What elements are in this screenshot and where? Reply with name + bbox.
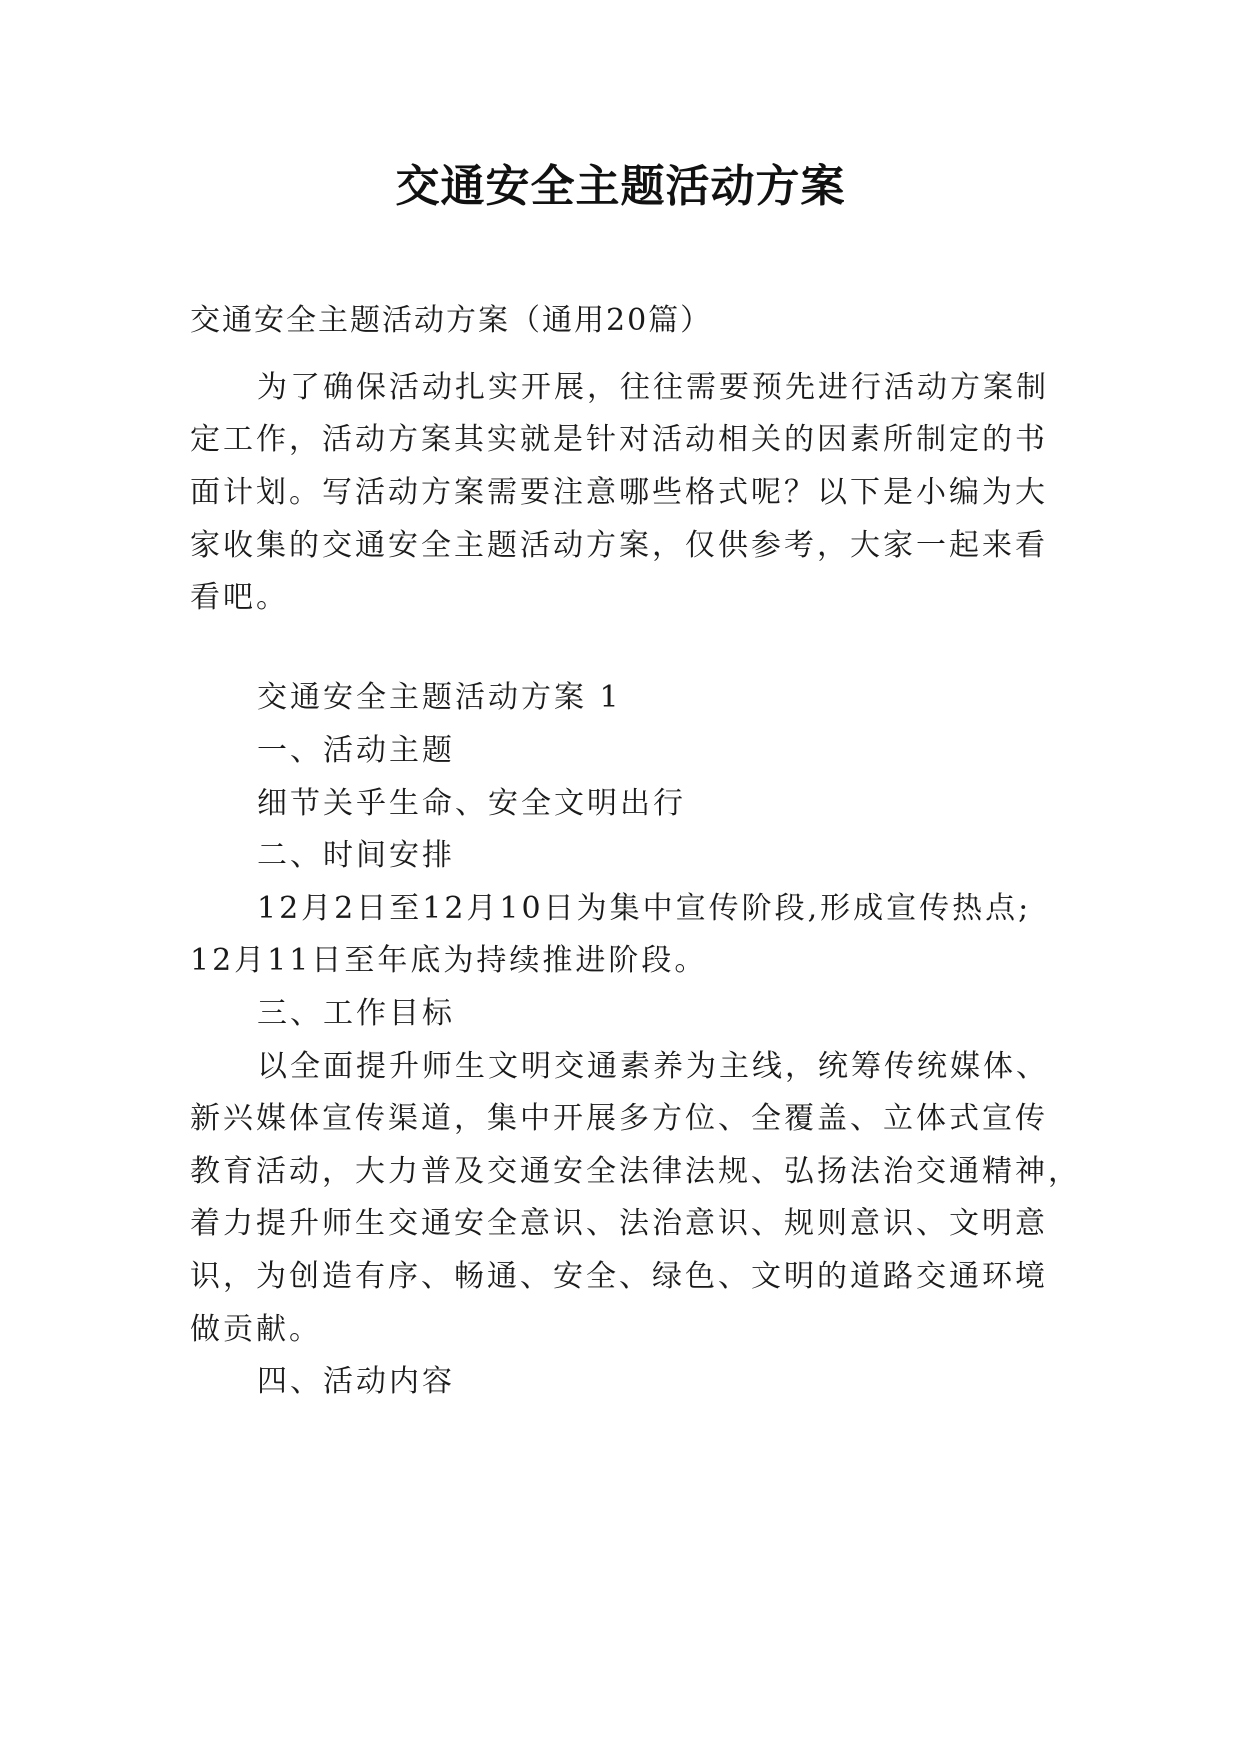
theme-text: 细节关乎生命、安全文明出行	[257, 786, 686, 821]
goal-line: 着力提升师生交通安全意识、法治意识、规则意识、文明意	[190, 1206, 1048, 1241]
intro-line: 看吧。	[190, 580, 289, 615]
heading-schedule: 二、时间安排	[257, 838, 455, 873]
intro-line: 面计划。写活动方案需要注意哪些格式呢？以下是小编为大	[190, 475, 1048, 510]
goal-line: 新兴媒体宣传渠道，集中开展多方位、全覆盖、立体式宣传	[190, 1101, 1048, 1136]
heading-activity-theme: 一、活动主题	[257, 733, 455, 768]
heading-work-goals: 三、工作目标	[257, 996, 455, 1031]
heading-activity-content: 四、活动内容	[257, 1364, 455, 1399]
goal-line: 以全面提升师生文明交通素养为主线，统筹传统媒体、	[257, 1049, 1049, 1084]
document-subtitle: 交通安全主题活动方案（通用20篇）	[190, 303, 713, 338]
intro-line: 为了确保活动扎实开展，往往需要预先进行活动方案制	[257, 370, 1049, 405]
schedule-line: 12月11日至年底为持续推进阶段。	[190, 943, 708, 978]
section-title: 交通安全主题活动方案 1	[257, 680, 622, 715]
intro-line: 家收集的交通安全主题活动方案，仅供参考，大家一起来看	[190, 528, 1048, 563]
goal-line: 识，为创造有序、畅通、安全、绿色、文明的道路交通环境	[190, 1259, 1048, 1294]
goal-line: 教育活动，大力普及交通安全法律法规、弘扬法治交通精神，	[190, 1154, 1081, 1189]
schedule-line: 12月2日至12月10日为集中宣传阶段,形成宣传热点;	[257, 891, 1032, 926]
intro-line: 定工作，活动方案其实就是针对活动相关的因素所制定的书	[190, 422, 1048, 457]
goal-line: 做贡献。	[190, 1312, 322, 1347]
document-title: 交通安全主题活动方案	[395, 161, 846, 212]
